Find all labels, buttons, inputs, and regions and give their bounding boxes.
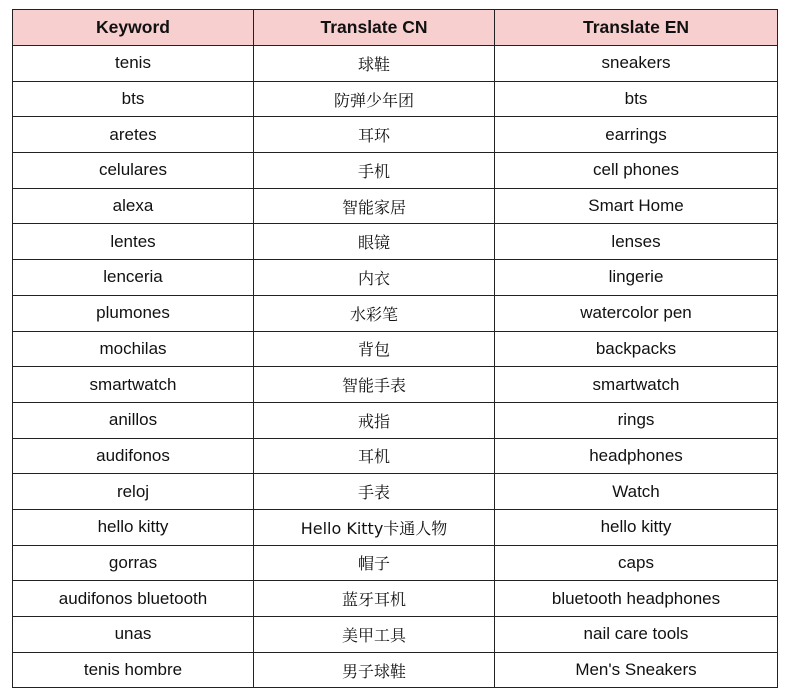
keyword-translation-table (12, 9, 778, 688)
table-row (13, 617, 778, 653)
translate-en-cell: earrings (495, 117, 778, 153)
table-row (13, 474, 778, 510)
keyword-cell: alexa (13, 188, 254, 224)
table-row (13, 509, 778, 545)
keyword-cell: lentes (13, 224, 254, 260)
table-row (13, 81, 778, 117)
translate-en-cell: nail care tools (495, 617, 778, 653)
translate-en-cell: lenses (495, 224, 778, 260)
table-row (13, 295, 778, 331)
keyword-cell: audifonos (13, 438, 254, 474)
translate-en-cell: hello kitty (495, 509, 778, 545)
keyword-translation-table-wrapper (12, 9, 778, 688)
translate-cn-cell: 球鞋 (254, 46, 495, 82)
translate-cn-cell: 男子球鞋 (254, 652, 495, 688)
translate-en-cell: rings (495, 402, 778, 438)
translate-en-cell: cell phones (495, 153, 778, 189)
keyword-cell: aretes (13, 117, 254, 153)
table-row (13, 438, 778, 474)
keyword-cell: hello kitty (13, 509, 254, 545)
table-row (13, 331, 778, 367)
keyword-cell: tenis (13, 46, 254, 82)
translate-en-cell: smartwatch (495, 367, 778, 403)
keyword-cell: lenceria (13, 260, 254, 296)
translate-cn-cell: 内衣 (254, 260, 495, 296)
translate-cn-cell: 耳环 (254, 117, 495, 153)
table-row (13, 117, 778, 153)
keyword-cell: smartwatch (13, 367, 254, 403)
table-row (13, 46, 778, 82)
translate-en-cell: bts (495, 81, 778, 117)
translate-en-cell: backpacks (495, 331, 778, 367)
keyword-cell: gorras (13, 545, 254, 581)
keyword-cell: reloj (13, 474, 254, 510)
translate-cn-cell: 帽子 (254, 545, 495, 581)
translate-cn-cell: 手机 (254, 153, 495, 189)
translate-cn-cell: 防弹少年团 (254, 81, 495, 117)
table-row (13, 581, 778, 617)
table-row (13, 224, 778, 260)
keyword-cell: tenis hombre (13, 652, 254, 688)
translate-cn-cell: 智能手表 (254, 367, 495, 403)
table-row (13, 367, 778, 403)
keyword-cell: unas (13, 617, 254, 653)
translate-cn-cell: 智能家居 (254, 188, 495, 224)
table-row (13, 188, 778, 224)
table-row (13, 260, 778, 296)
translate-en-cell: watercolor pen (495, 295, 778, 331)
translate-cn-cell: 美甲工具 (254, 617, 495, 653)
translate-en-cell: headphones (495, 438, 778, 474)
keyword-cell: mochilas (13, 331, 254, 367)
table-row (13, 545, 778, 581)
translate-en-cell: lingerie (495, 260, 778, 296)
keyword-cell: plumones (13, 295, 254, 331)
translate-cn-cell: 戒指 (254, 402, 495, 438)
translate-cn-cell: 蓝牙耳机 (254, 581, 495, 617)
translate-cn-cell: 手表 (254, 474, 495, 510)
keyword-cell: anillos (13, 402, 254, 438)
translate-cn-cell: 眼镜 (254, 224, 495, 260)
header-keyword: Keyword (13, 10, 254, 46)
table-header (13, 10, 778, 46)
translate-en-cell: Watch (495, 474, 778, 510)
translate-cn-cell: 水彩笔 (254, 295, 495, 331)
translate-cn-cell: 耳机 (254, 438, 495, 474)
header-row (13, 10, 778, 46)
table-row (13, 402, 778, 438)
translate-en-cell: Men's Sneakers (495, 652, 778, 688)
translate-en-cell: bluetooth headphones (495, 581, 778, 617)
translate-en-cell: caps (495, 545, 778, 581)
translate-cn-cell: 背包 (254, 331, 495, 367)
keyword-cell: celulares (13, 153, 254, 189)
translate-en-cell: Smart Home (495, 188, 778, 224)
table-row (13, 652, 778, 688)
keyword-cell: audifonos bluetooth (13, 581, 254, 617)
table-body (13, 46, 778, 688)
table-row (13, 153, 778, 189)
header-translate-cn: Translate CN (254, 10, 495, 46)
header-translate-en: Translate EN (495, 10, 778, 46)
translate-en-cell: sneakers (495, 46, 778, 82)
keyword-cell: bts (13, 81, 254, 117)
translate-cn-cell: Hello Kitty卡通人物 (254, 509, 495, 545)
